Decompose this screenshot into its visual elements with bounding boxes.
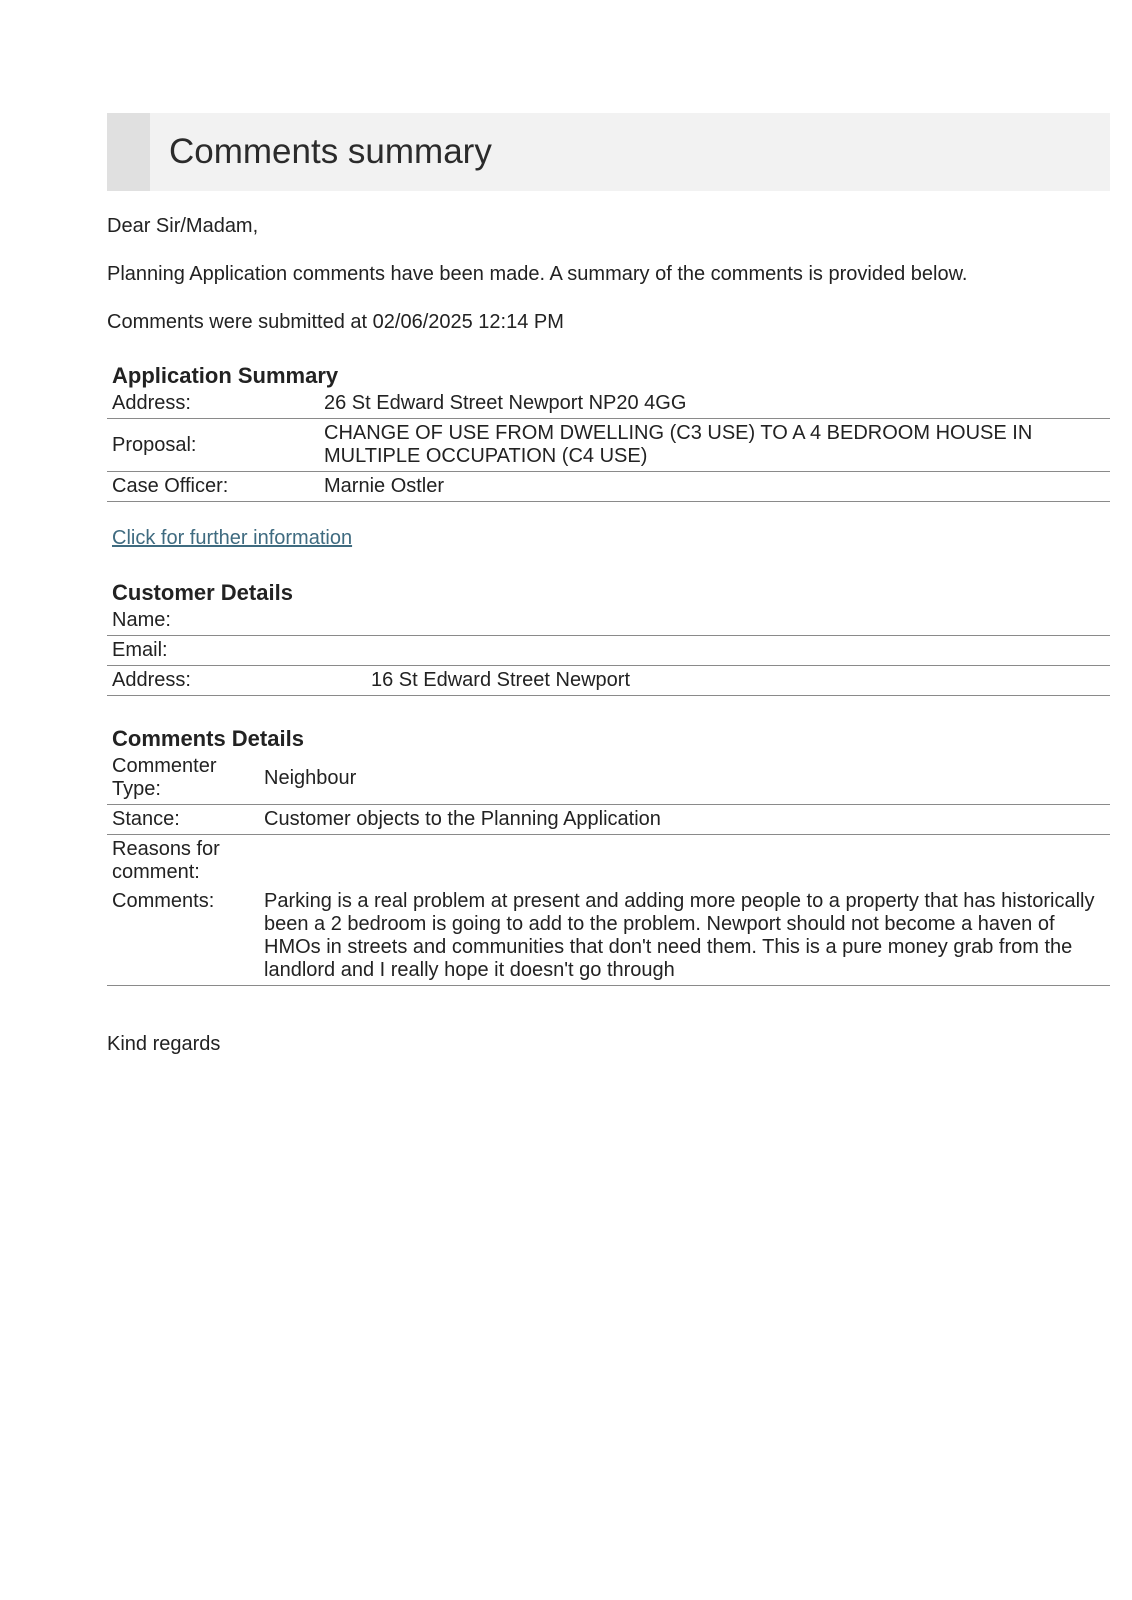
comments-value: Parking is a real problem at present and adding more people to a property that has historically been a 2 bedroom is going to add to the problem. Newport should not become a haven of HMOs in streets and communities that don't need them. This is a pure money grab from the landlord and I really hope it doesn't go through	[259, 887, 1110, 986]
application-summary-table	[107, 389, 1110, 502]
customer-address-label: Address:	[107, 666, 366, 696]
application-summary-heading: Application Summary	[112, 363, 339, 388]
address-label: Address:	[107, 389, 319, 419]
intro-message: Planning Application comments have been made. A summary of the comments is provided below.	[107, 263, 968, 285]
table-row	[107, 805, 1110, 835]
table-row	[107, 389, 1110, 419]
customer-details-table	[107, 606, 1110, 696]
comments-details-heading: Comments Details	[112, 726, 304, 751]
table-row	[107, 636, 1110, 666]
name-label: Name:	[107, 606, 366, 636]
reasons-label: Reasons for comment:	[112, 838, 220, 883]
table-row	[107, 472, 1110, 502]
document-page	[107, 113, 1110, 1056]
proposal-label: Proposal:	[107, 419, 319, 472]
greeting: Dear Sir/Madam,	[107, 215, 259, 237]
submitted-timestamp: Comments were submitted at 02/06/2025 12:14 PM	[107, 311, 564, 333]
table-row	[107, 419, 1110, 472]
table-row	[107, 666, 1110, 696]
customer-details-heading: Customer Details	[112, 580, 293, 605]
table-row	[107, 752, 1110, 805]
closing: Kind regards	[107, 1033, 221, 1055]
name-value	[366, 606, 1110, 636]
comments-details-table	[107, 752, 1110, 986]
comments-label: Comments:	[107, 887, 259, 986]
title-accent-bar	[107, 113, 150, 191]
email-value	[366, 636, 1110, 666]
commenter-type-value: Neighbour	[259, 752, 1110, 805]
case-officer-label: Case Officer:	[107, 472, 319, 502]
proposal-value: CHANGE OF USE FROM DWELLING (C3 USE) TO A 4 BEDROOM HOUSE IN MULTIPLE OCCUPATION (C4 USE)	[319, 419, 1110, 472]
table-row	[107, 606, 1110, 636]
reasons-value	[259, 835, 1110, 888]
stance-label: Stance:	[107, 805, 259, 835]
page-title: Comments summary	[169, 132, 492, 171]
customer-address-value: 16 St Edward Street Newport	[366, 666, 1110, 696]
address-value: 26 St Edward Street Newport NP20 4GG	[319, 389, 1110, 419]
case-officer-value: Marnie Ostler	[319, 472, 1110, 502]
table-row	[107, 887, 1110, 986]
table-row	[107, 835, 1110, 888]
email-label: Email:	[107, 636, 366, 666]
commenter-type-label: Commenter Type:	[107, 752, 259, 805]
stance-value: Customer objects to the Planning Application	[259, 805, 1110, 835]
further-information-link[interactable]: Click for further information	[112, 527, 353, 549]
title-banner	[107, 113, 1110, 191]
